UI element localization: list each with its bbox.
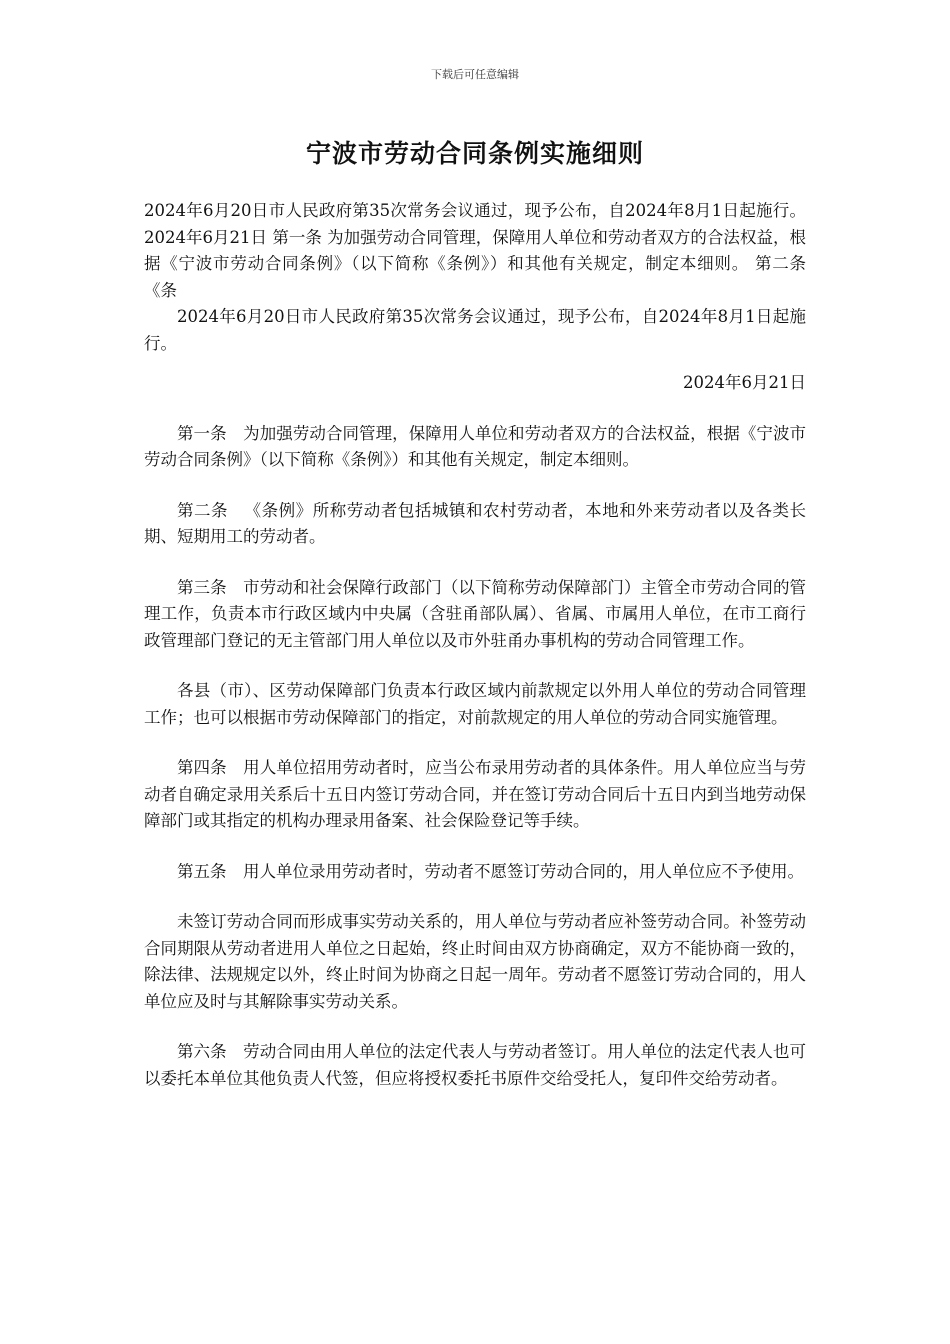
promulgation-date: 2024年6月21日 [683, 373, 806, 392]
clause-paragraph [144, 909, 806, 1015]
article-paragraph [144, 859, 806, 886]
promulgation-paragraph: 2024年6月20日市人民政府第35次常务会议通过，现予公布，自2024年8月1日起施行。 [144, 307, 806, 353]
article-paragraph [144, 1039, 806, 1092]
article-text: 各县（市）、区劳动保障部门负责本行政区域内前款规定以外用人单位的劳动合同管理工作；也可以根据市劳动保障部门的指定，对前款规定的用人单位的劳动合同实施管理。 [144, 681, 806, 727]
article-text: 为加强劳动合同管理，保障用人单位和劳动者双方的合法权益，根据《宁波市劳动合同条例》（以下简称《条例》）和其他有关规定，制定本细则。 [144, 423, 807, 469]
document-body [144, 198, 806, 1092]
article-number: 第三条 [177, 577, 227, 597]
article-paragraph [144, 755, 806, 835]
article-number: 第一条 [177, 423, 227, 443]
article-paragraph [144, 498, 806, 551]
clause-paragraph [144, 678, 806, 731]
summary-paragraph: 2024年6月20日市人民政府第35次常务会议通过，现予公布，自2024年8月1日起施行。 2024年6月21日 第一条 为加强劳动合同管理，保障用人单位和劳动者双方的合法权益，根据《宁波市劳动合同条例》（以下简称《条例》）和其他有关规定，制定本细则。 第二条 《条 [144, 201, 806, 300]
article-number: 第六条 [177, 1042, 227, 1061]
article-text: 用人单位录用劳动者时，劳动者不愿签订劳动合同的，用人单位应不予使用。 [243, 861, 804, 881]
article-text: 《条例》所称劳动者包括城镇和农村劳动者，本地和外来劳动者以及各类长期、短期用工的劳动者。 [144, 500, 807, 546]
document-title: 宁波市劳动合同条例实施细则 [305, 139, 644, 168]
article-text: 劳动合同由用人单位的法定代表人与劳动者签订。用人单位的法定代表人也可以委托本单位其他负责人代签，但应将授权委托书原件交给受托人，复印件交给劳动者。 [144, 1042, 807, 1088]
article-number: 第五条 [177, 861, 227, 881]
article-paragraph [144, 575, 806, 655]
article-number: 第四条 [177, 758, 227, 777]
article-number: 第二条 [177, 500, 229, 520]
article-text: 市劳动和社会保障行政部门（以下简称劳动保障部门）主管全市劳动合同的管理工作，负责本市行政区域内中央属（含驻甬部队属）、省属、市属用人单位，在市工商行政管理部门登记的无主管部门用人单位以及市外驻甬办事机构的劳动合同管理工作。 [144, 577, 807, 650]
article-text: 未签订劳动合同而形成事实劳动关系的，用人单位与劳动者应补签劳动合同。补签劳动合同期限从劳动者进用人单位之日起始，终止时间由双方协商确定，双方不能协商一致的，除法律、法规规定以外，终止时间为协商之日起一周年。劳动者不愿签订劳动合同的，用人单位应及时与其解除事实劳动关系。 [144, 912, 806, 1011]
article-paragraph [144, 421, 806, 474]
article-text: 用人单位招用劳动者时，应当公布录用劳动者的具体条件。用人单位应当与劳动者自确定录用关系后十五日内签订劳动合同，并在签订劳动合同后十五日内到当地劳动保障部门或其指定的机构办理录用备案、社会保险登记等手续。 [144, 758, 807, 830]
page-header: 下载后可任意编辑 [431, 68, 519, 81]
